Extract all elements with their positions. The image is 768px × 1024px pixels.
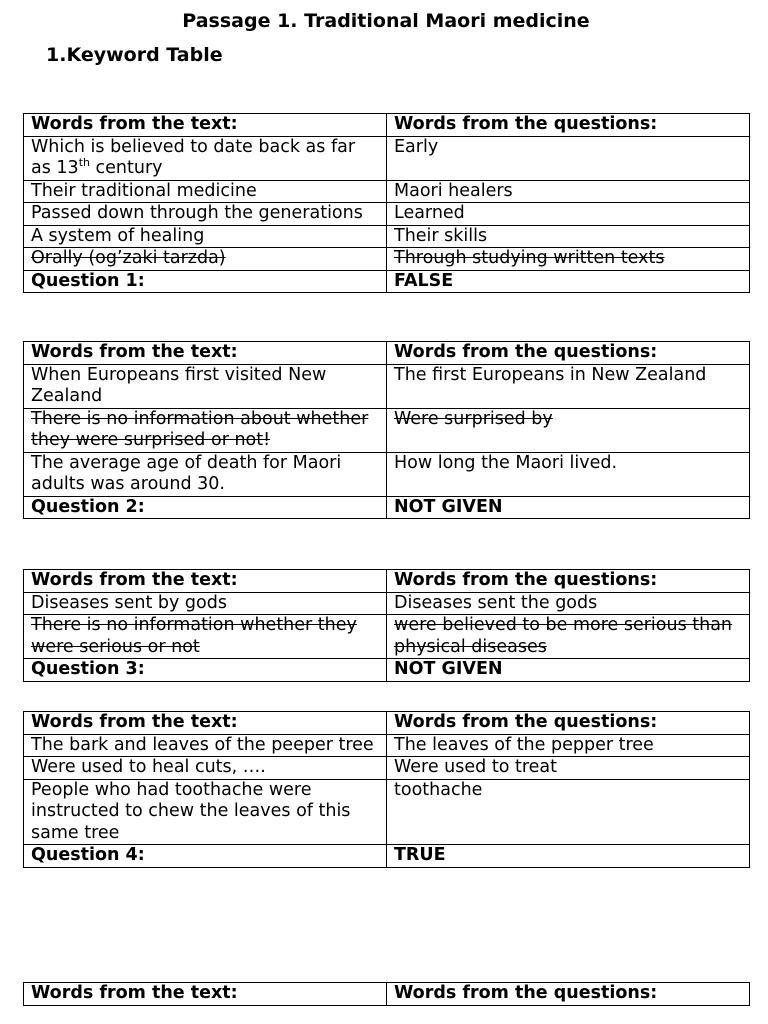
keyword-table-1 (23, 113, 750, 293)
table-row (24, 452, 750, 496)
text-cell: When Europeans first visited New Zealand (24, 364, 387, 408)
table-row (24, 615, 750, 659)
question-cell: Diseases sent the gods (387, 592, 750, 615)
question-cell: Were used to treat (387, 757, 750, 780)
question-cell-struck: Were surprised by (387, 408, 750, 452)
result-row (24, 845, 750, 868)
question-label: Question 1: (24, 270, 387, 293)
result-row (24, 496, 750, 519)
question-cell: Their skills (387, 225, 750, 248)
table-header-row (24, 983, 750, 1006)
header-question-col: Words from the questions: (387, 712, 750, 735)
header-question-col: Words from the questions: (387, 570, 750, 593)
header-text-col: Words from the text: (24, 712, 387, 735)
header-question-col: Words from the questions: (387, 342, 750, 365)
table-row (24, 779, 750, 845)
keyword-table-5 (23, 982, 750, 1006)
question-cell: Learned (387, 203, 750, 226)
answer-value: FALSE (387, 270, 750, 293)
question-cell: The leaves of the pepper tree (387, 734, 750, 757)
text-cell: The average age of death for Maori adults was around 30. (24, 452, 387, 496)
table-header-row (24, 570, 750, 593)
table-row (24, 757, 750, 780)
table-row (24, 203, 750, 226)
table-row (24, 136, 750, 180)
result-row (24, 270, 750, 293)
table-row (24, 364, 750, 408)
text-cell-struck: There is no information whether they were serious or not (24, 615, 387, 659)
text-cell-struck: Orally (og’zaki tarzda) (24, 248, 387, 271)
superscript: th (78, 156, 90, 170)
question-cell: Maori healers (387, 180, 750, 203)
question-cell: toothache (387, 779, 750, 845)
table-row (24, 248, 750, 271)
keyword-table-2 (23, 341, 750, 519)
keyword-table-3 (23, 569, 750, 682)
text-cell-struck: There is no information about whether they were surprised or not! (24, 408, 387, 452)
text-cell: Diseases sent by gods (24, 592, 387, 615)
text-cell (24, 136, 387, 180)
answer-value: NOT GIVEN (387, 496, 750, 519)
section-heading: 1.Keyword Table (46, 44, 223, 66)
answer-value: TRUE (387, 845, 750, 868)
table-row (24, 225, 750, 248)
text-cell-part: Which is believed to date back as far as 13 (31, 136, 356, 178)
answer-value: NOT GIVEN (387, 659, 750, 682)
header-text-col: Words from the text: (24, 342, 387, 365)
text-cell: Were used to heal cuts, …. (24, 757, 387, 780)
text-cell-part: century (89, 158, 163, 178)
header-question-col: Words from the questions: (387, 114, 750, 137)
table-row (24, 734, 750, 757)
keyword-table-4 (23, 711, 750, 868)
header-text-col: Words from the text: (24, 983, 387, 1006)
header-text-col: Words from the text: (24, 114, 387, 137)
header-text-col: Words from the text: (24, 570, 387, 593)
question-cell: How long the Maori lived. (387, 452, 750, 496)
result-row (24, 659, 750, 682)
table-header-row (24, 114, 750, 137)
text-cell: The bark and leaves of the peeper tree (24, 734, 387, 757)
table-row (24, 408, 750, 452)
question-label: Question 4: (24, 845, 387, 868)
question-cell: The first Europeans in New Zealand (387, 364, 750, 408)
table-row (24, 180, 750, 203)
table-row (24, 592, 750, 615)
question-cell: Early (387, 136, 750, 180)
text-cell: People who had toothache were instructed to chew the leaves of this same tree (24, 779, 387, 845)
page-title: Passage 1. Traditional Maori medicine (182, 10, 590, 32)
question-cell-struck: Through studying written texts (387, 248, 750, 271)
table-header-row (24, 342, 750, 365)
question-label: Question 3: (24, 659, 387, 682)
text-cell: Their traditional medicine (24, 180, 387, 203)
table-header-row (24, 712, 750, 735)
text-cell: A system of healing (24, 225, 387, 248)
header-question-col: Words from the questions: (387, 983, 750, 1006)
question-label: Question 2: (24, 496, 387, 519)
text-cell: Passed down through the generations (24, 203, 387, 226)
question-cell-struck: were believed to be more serious than physical diseases (387, 615, 750, 659)
